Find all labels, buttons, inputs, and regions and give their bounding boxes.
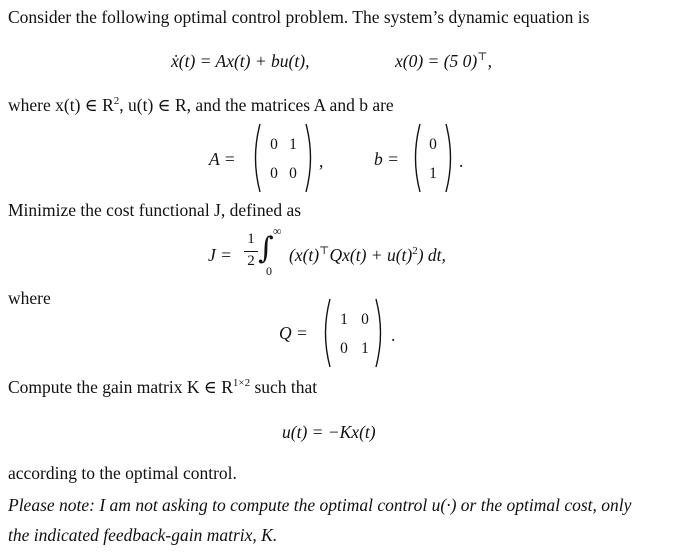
- J-integrand: [289, 244, 446, 266]
- where-sup: 2: [113, 95, 120, 107]
- J-square-sup: 2: [412, 245, 418, 257]
- minimize-line: [8, 199, 301, 221]
- Q-matrix: [320, 297, 386, 369]
- Q-cell-00: 1: [340, 311, 348, 328]
- b-tail-text: .: [459, 151, 464, 171]
- initial-condition-tail: ,: [487, 51, 492, 71]
- A-cell-01: 1: [289, 136, 297, 153]
- compute-line-tail: such that: [250, 377, 318, 397]
- feedback-equation: [282, 421, 376, 443]
- where2-text: where: [8, 288, 51, 308]
- integral-upper-limit: ∞: [273, 224, 282, 238]
- left-paren: [320, 297, 332, 369]
- Q-label-text: Q =: [279, 323, 308, 343]
- initial-condition-text: x(0) = (5 0): [395, 51, 478, 71]
- J-integrand-mid: Qx(t) + u(t): [329, 245, 413, 265]
- b-vector: [410, 122, 456, 194]
- b-label-text: b =: [374, 149, 399, 169]
- note-line-1: [8, 494, 631, 516]
- J-integrand-tail: ) dt,: [417, 245, 446, 265]
- A-cell-11: 0: [289, 165, 297, 182]
- where-line-tail: , u(t) ∈ R, and the matrices A and b are: [119, 95, 394, 115]
- compute-line: [8, 376, 317, 398]
- compute-line-text: Compute the gain matrix K ∈ R: [8, 377, 233, 397]
- dynamic-equation-text: ẋ(t) = Ax(t) + bu(t),: [171, 51, 310, 71]
- left-paren: [410, 122, 422, 194]
- left-paren: [250, 122, 262, 194]
- right-paren: [374, 297, 386, 369]
- initial-condition: [395, 50, 492, 72]
- J-integrand-text: (x(t): [289, 245, 320, 265]
- Q-tail: [391, 324, 395, 346]
- note-line-2-text: the indicated feedback-gain matrix, K.: [8, 525, 278, 545]
- note-line-1-text: Please note: I am not asking to compute the optimal control u(·) or the optimal cost, only: [8, 495, 632, 515]
- Q-tail-text: .: [391, 325, 396, 345]
- A-cell-10: 0: [270, 165, 278, 182]
- A-tail-text: ,: [319, 151, 324, 171]
- dynamic-equation: [171, 50, 309, 72]
- J-label-text: J =: [208, 245, 232, 265]
- integral-lower-limit: 0: [266, 264, 272, 278]
- integral-sign: ∫: [258, 231, 274, 266]
- compute-sup: 1×2: [232, 377, 251, 389]
- J-transpose-sup: ⊤: [319, 245, 330, 257]
- A-label-text: A =: [209, 149, 236, 169]
- J-frac-bar: [244, 251, 258, 252]
- intro-text: [8, 6, 589, 28]
- J-frac-numerator: 1: [247, 231, 255, 247]
- b-cell-1: 1: [429, 165, 437, 182]
- b-label: [374, 148, 399, 170]
- minimize-line-text: Minimize the cost functional J, defined as: [8, 200, 302, 220]
- intro-sentence: Consider the following optimal control problem. The system’s dynamic equation is: [8, 7, 590, 27]
- Q-cell-01: 0: [361, 311, 369, 328]
- J-frac-denominator: 2: [247, 253, 255, 269]
- feedback-equation-text: u(t) = −Kx(t): [282, 422, 376, 442]
- b-cell-0: 0: [429, 136, 437, 153]
- where-line: [8, 94, 394, 116]
- right-paren: [304, 122, 316, 194]
- A-label: [209, 148, 236, 170]
- right-paren: [444, 122, 456, 194]
- A-matrix: [250, 122, 316, 194]
- A-cell-00: 0: [270, 136, 278, 153]
- J-label: [208, 244, 232, 266]
- where-line-text: where x(t) ∈ R: [8, 95, 114, 115]
- A-tail: [319, 150, 323, 172]
- Q-cell-10: 0: [340, 340, 348, 357]
- transpose-sup: ⊤: [477, 51, 488, 63]
- b-tail: [459, 150, 463, 172]
- according-line: [8, 462, 237, 484]
- note-line-2: [8, 524, 277, 546]
- where2-line: [8, 287, 51, 309]
- according-text: according to the optimal control.: [8, 463, 237, 483]
- Q-label: [279, 322, 308, 344]
- Q-cell-11: 1: [361, 340, 369, 357]
